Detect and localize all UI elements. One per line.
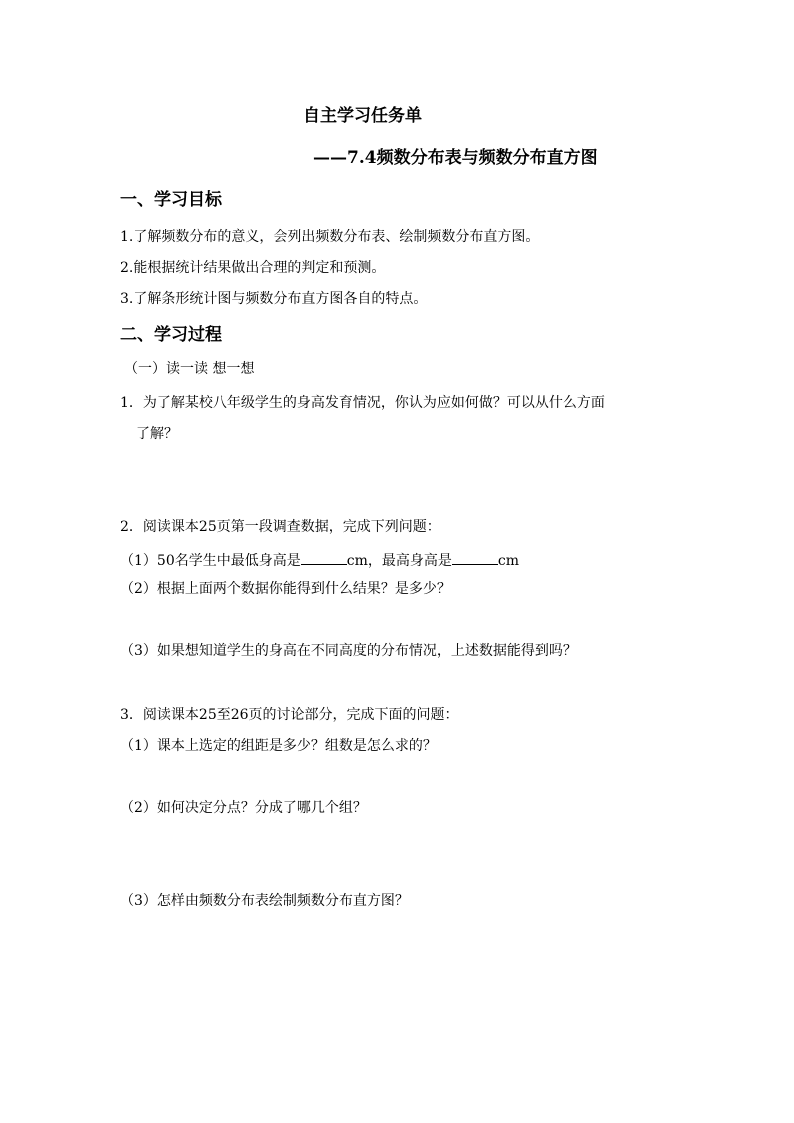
- section-heading-process: 二、学习过程: [120, 325, 222, 345]
- document-subtitle: ——7.4频数分布表与频数分布直方图: [313, 148, 598, 168]
- question-1-line-1: 1．为了解某校八年级学生的身高发育情况，你认为应如何做？可以从什么方面: [120, 395, 605, 411]
- question-3-intro: 3．阅读课本25至26页的讨论部分，完成下面的问题：: [120, 707, 459, 723]
- goal-item: 2.能根据统计结果做出合理的判定和预测。: [120, 260, 386, 276]
- question-2-1-text-c: cm: [497, 553, 519, 569]
- question-2-intro: 2．阅读课本25页第一段调查数据，完成下列问题：: [120, 519, 441, 535]
- answer-blank-min-height[interactable]: [301, 552, 347, 565]
- question-1-line-2: 了解？: [136, 426, 178, 442]
- question-3-2: （2）如何决定分点？分成了哪几个组？: [120, 800, 367, 816]
- question-2-3: （3）如果想知道学生的身高在不同高度的分布情况，上述数据能得到吗？: [120, 643, 577, 659]
- question-2-1-text-b: cm，最高身高是: [346, 553, 452, 569]
- goal-item: 1.了解频数分布的意义，会列出频数分布表、绘制频数分布直方图。: [120, 229, 540, 245]
- goal-item: 3.了解条形统计图与频数分布直方图各自的特点。: [120, 291, 428, 307]
- answer-blank-max-height[interactable]: [452, 552, 498, 565]
- question-3-1: （1）课本上选定的组距是多少？组数是怎么求的？: [120, 738, 437, 754]
- section-heading-goals: 一、学习目标: [120, 190, 222, 210]
- question-2-1-text-a: （1）50名学生中最低身高是: [120, 553, 301, 569]
- question-2-2: （2）根据上面两个数据你能得到什么结果？是多少？: [120, 581, 451, 597]
- document-title: 自主学习任务单: [303, 106, 422, 126]
- question-2-1: [120, 552, 519, 568]
- part-label: （一）读一读 想一想: [124, 361, 255, 377]
- question-3-3: （3）怎样由频数分布表绘制频数分布直方图？: [120, 893, 409, 909]
